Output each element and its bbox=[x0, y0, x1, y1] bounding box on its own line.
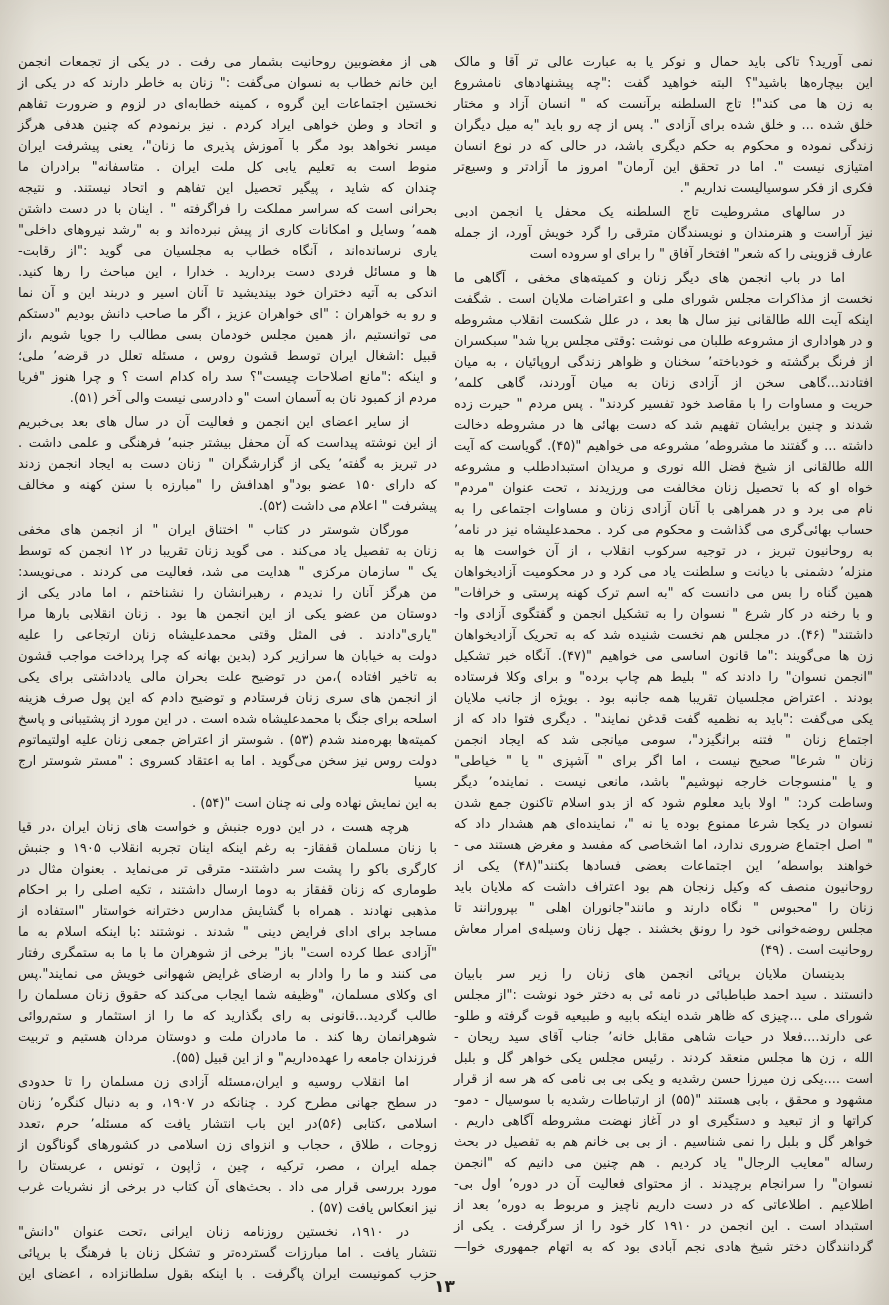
text-line: داشته ... و گفتند ما مشروطه٬ مشروعه می خواهیم "(۴۵). گویاست که آیت bbox=[454, 439, 873, 454]
text-line: اما در باب انجمن های دیگر زنان و کمیته‌های مخفی ، آگاهی ما bbox=[454, 271, 845, 286]
text-line: "یاری"دادند . فی المثل وقتی محمدعلیشاه زنان ارتجاعی را علیه bbox=[18, 628, 437, 643]
text-line: دوستان من عضو یکی از این انجمن ها بود . زنان انقلابی بارها مرا bbox=[18, 607, 437, 622]
text-line: حزب کمونیست ایران پاگرفت . با اینکه بقول سلطانزاده ، اعضای این bbox=[18, 1267, 437, 1282]
text-line: در سطح جهانی مطرح کرد . چنانکه در ۱۹۰۷، و به دنبال کنگره٬ زنان bbox=[18, 1096, 438, 1111]
text-line: حریت و مساوات را با مقاصد خود تفسیر کردند" . پس مردم " حیرت زده bbox=[454, 397, 873, 412]
text-line: نمی آورید؟ تاکی باید حمال و نوکر یا به عبارت عالی تر آقا و مالک bbox=[454, 55, 873, 70]
text-line: مجلس روضه‌خوانی خود را رونق بخشند . جهل زنان وسیله‌ی امرار معاش bbox=[454, 922, 873, 937]
text-line: من هرگز آنان را ندیدم ، رهبرانشان را نشناختم ، اما مادر یکی از bbox=[18, 586, 437, 601]
text-line: منزله٬ دشمنی با دیانت و سلطنت یاد می کرد و در محکومیت آزادیخواهان bbox=[454, 565, 873, 580]
text-line: عی دارند....فعلا در حیات شاهی مقابل خانه٬ جناب آقای سید ریحان - bbox=[454, 1030, 873, 1045]
text-line: این بیچاره‌ها باشید"؟ البته خواهید گفت :"چه پیشنهادهای نامشروع bbox=[454, 76, 873, 91]
text-line: در سالهای مشروطیت تاج السلطنه یک محفل یا انجمن ادبی bbox=[454, 205, 845, 220]
text-line: ای وکلای مسلمان، "وظیفه شما ایجاب می‌کند که حقوق زنان مسلمان را bbox=[18, 988, 437, 1003]
text-line: مورگان شوستر در کتاب " اختناق ایران " از انجمن های مخفی bbox=[18, 523, 409, 538]
text-line: مورد بررسی قرار می داد . بحث‌های آن کتاب در برخی از نشریات غرب bbox=[18, 1180, 437, 1195]
text-line: و یا "منسوجات خارجه نپوشیم" باشد، مانعی نیست . نماینده٬ دیگر bbox=[454, 775, 873, 790]
text-line: ها و مسائل فردی دست بردارید . خدارا ، این مباحث را رها کنید. bbox=[18, 265, 437, 280]
text-line: افتادند...گاهی سخن از آزادی زنان به میان آوردند، گاهی کلمه٬ bbox=[454, 376, 873, 391]
text-line: داشتند" (۴۶). در مجلس هم نخست شنیده شد که به تحریک آزادیخواهان bbox=[454, 628, 873, 643]
text-line: و اینکه :"مانع اصلاحات چیست"؟ سد راه کدام است ؟ و چرا هنوز "فریا bbox=[18, 370, 437, 385]
text-line: قبیل :اشغال ایران توسط قشون روس ، مسئله تعلل در قرضه٬ ملی؛ bbox=[18, 349, 437, 364]
text-line: امتیازی نیست ". اما در تحقق این آرمان" امروز ما آزادتر و وسیع‌تر bbox=[454, 160, 873, 175]
text-column-left bbox=[18, 52, 437, 1285]
text-line: عارف قزوینی را که شعر" افتخار آفاق " را برای او سروده است bbox=[529, 247, 873, 262]
text-line: و با رخنه در کار شرع " نسوان را به تشکیل انجمن و گفتگوی آزادی وا- bbox=[454, 607, 873, 622]
text-line: زن ها می‌گویند :"ما قانون اساسی می خواهیم "(۴۷). آنگاه خبر تشکیل bbox=[454, 649, 874, 664]
text-line: اسلحه برای جنگ با محمدعلیشاه شده است . در این مورد از پشتیبانی و پاسخ bbox=[18, 712, 437, 727]
text-line: به این نمایش نهاده ولی نه چنان است "(۵۴) . bbox=[192, 796, 437, 811]
text-line: و اتحاد و وطن خواهی ایراد کردم . نیز برنمودم که چنین هدفی هرگز bbox=[18, 118, 437, 133]
text-line: هرچه هست ، در این دوره جنبش و خواست های زنان ایران ،در قیا bbox=[18, 820, 409, 835]
text-line: نیز آراست و هنرمندان و نویسندگان مترقی را گرد خویش آورد، از جمله bbox=[454, 226, 873, 241]
text-line: کمیته‌ها بهره‌مند شدم (۵۳) . شوستر از اعتراض جمعی زنان علیه اولتیماتوم bbox=[18, 733, 437, 748]
page-number: ۱۳ bbox=[434, 1277, 455, 1297]
text-line: نخستین اجتماعات این گروه ، کمینه خطابه‌ای در لزوم و ضرورت تفاهم bbox=[18, 97, 437, 112]
text-line: نسوان در یکجا شرعا ممنوع بوده یا نه "، نماینده‌ای هم هشدار داد که bbox=[454, 817, 873, 832]
text-line: نیز انعکاس یافت (۵۷) . bbox=[310, 1201, 437, 1216]
text-line: حساب بهائی‌گری می گذاشت و محکوم می کرد . محمدعلیشاه نیز در نامه٬ bbox=[454, 523, 873, 538]
text-line: در ۱۹۱۰، نخستین روزنامه زنان ایرانی ،تحت عنوان "دانش" bbox=[18, 1225, 410, 1240]
text-line: با زنان مسلمان قفقاز- به رغم اینکه اینان تجربه انقلاب ۱۹۰۵ و جنبش bbox=[18, 841, 437, 856]
text-line: یاری نرسانده‌اند ، آنگاه خطاب به مجلسیان می گوید :"از رقابت- bbox=[18, 244, 437, 259]
text-line: یک " سازمان مرکزی " هدایت می شد، فعالیت می کردند . می‌نویسد: bbox=[18, 565, 437, 580]
text-line: به تاخیر افتاده )،من در توضیح علت بحران مالی یادداشتی برای یکی bbox=[18, 670, 437, 685]
text-line: و در هواداری از مشروعه طلبان می نوشت :وقتی مجلس برپا شد" سبکسران bbox=[454, 334, 873, 349]
text-line: مردم از کمبود نان به آسمان است "و دادرسی نیست والی آخر (۵۱). bbox=[69, 391, 437, 406]
text-line: اسلامی ،کتابی (۵۶)در این باب انتشار یافت که مسئله٬ حرم ،تعدد bbox=[18, 1117, 437, 1132]
text-line: فرزندان جامعه را عهده‌داریم" و از این قبیل (۵۵). bbox=[171, 1051, 437, 1066]
text-line: همین گناه را بس می دانست که "به اسم ترک کهنه پرستی و خرافات" bbox=[454, 586, 873, 601]
text-line: طوماری که زنان قفقاز به دوما ارسال داشتند ، تکیه اصلی را بر احکام bbox=[18, 883, 437, 898]
text-line: اینکه آیت الله طالقانی نیز سال ها بعد ، در علل شکست انقلاب مشروطه bbox=[454, 313, 873, 328]
text-line: زوجات ، طلاق ، حجاب و انزوای زن اسلامی در کشورهای گوناگون از bbox=[18, 1138, 437, 1153]
text-line: استبداد است . این انجمن در ۱۹۱۰ کار خود را از سرگرفت . یکی از bbox=[454, 1219, 873, 1234]
text-line: اجتماع زنان " فتنه برانگیزد"، سومی میانجی شد که ایجاد انجمن bbox=[454, 733, 873, 748]
text-line: نسوان" را سرانجام برچیدند . از محتوای فعالیت آن در دوره٬ اول بی- bbox=[454, 1177, 873, 1192]
text-line: مذهبی نهادند . همراه با گشایش مدارس دخترانه خواستار "استفاده از bbox=[18, 904, 437, 919]
text-line: منوط است به تعلیم یابی کل ملت ایران . متاسفانه" برادران ما bbox=[18, 160, 437, 175]
text-line: بودند . اعتراض مجلسیان تقریبا همه جانبه بود . بویژه از جانب ملایان bbox=[454, 691, 873, 706]
text-line: شورای ملی ...چیزی که ظاهر شده اینکه بابیه و طبیعیه قوت گرفته و طلو- bbox=[454, 1009, 873, 1024]
text-line: بدینسان ملایان برپائی انجمن های زنان را زیر سر بابیان bbox=[454, 967, 845, 982]
text-line: بحرانی است که سراسر مملکت را فراگرفته " . اینان با در دست داشتن bbox=[18, 202, 437, 217]
text-line: و رو به خواهران : "ای خواهران عزیز ، اگر ما صاحب دانش بودیم "دستکم bbox=[18, 307, 437, 322]
text-line: که دارای ۱۵۰ عضو بود"و اهدافش را "مبارزه با سنن کهنه و مخالف bbox=[18, 478, 438, 493]
text-line: خواه او که با تحصیل زنان مخالفت می ورزیدند ، تحت عنوان "مردم" bbox=[454, 481, 873, 496]
text-line: خواهر گل و بلبل را نمی شناسیم . از بی بی خانم هم به تفصیل در بحث bbox=[454, 1135, 873, 1150]
text-line: مساجد برای ادای فرایض دینی " شدند . نوشتند :با اینکه اسلام به ما bbox=[18, 925, 437, 940]
text-line: از فرنگ برگشته و خودباخته٬ سخنان و ظواهر زندگی اروپائیان ، به میان bbox=[454, 355, 873, 370]
text-line: الله طالقانی از شیخ فضل الله نوری و مریدان استبدادطلب و مشروعه bbox=[454, 460, 873, 475]
text-line: اما انقلاب روسیه و ایران،مسئله آزادی زن مسلمان را تا حدودی bbox=[18, 1075, 409, 1090]
text-line: طالب گردید...قانونی به رای بگذارید که ما را از استثمار و ستم‌روائی bbox=[18, 1009, 437, 1024]
text-line: "انجمن نسوان" را دادند که " بلیط هم چاپ برده" و برای وکلا فرستاده bbox=[454, 670, 873, 685]
text-line: زنان به تفصیل یاد می‌کند . می گوید زنان تقریبا در ۱۲ انجمن که توسط bbox=[18, 544, 437, 559]
text-line: کارگری باکو را پشت سر داشتند- مترقی تر می‌نماید . بعنوان مثال در bbox=[18, 862, 437, 877]
text-line: دانستند . سید احمد طباطبائی در نامه ئی به دختر خود نوشت :"از مجلس bbox=[454, 988, 873, 1003]
text-line: کراتها و از تبعید و دستگیری او در آغاز نهضت مشروطه آگاهی داریم . bbox=[454, 1114, 873, 1129]
text-line: همه٬ وسایل و امکانات کاری از پیش نبرده‌اند و به "رشد نیروهای داخلی" bbox=[18, 223, 437, 238]
text-line: زنان را "محبوس " نگاه دارند و مانند"جانوران اهلی " بپرورانند تا bbox=[454, 901, 873, 916]
text-line: روحانیت است . (۴۹) bbox=[760, 943, 873, 958]
text-line: از انجمن های سری زنان فرستادم و توضیح دادم که این پول صرف هزینه bbox=[18, 691, 437, 706]
text-line: می کنند و ما را وادار به ارضای غرایض شهوانی خویش می نمایند".پس bbox=[18, 967, 437, 982]
text-line: از سایر اعضای این انجمن و فعالیت آن در سال های بعد بی‌خبریم bbox=[18, 415, 409, 430]
text-line: به روحانیون تبریز ، در توجیه سرکوب انقلاب ، از آن خواست ها به bbox=[454, 544, 873, 559]
text-line: از این نوشته پیداست که آن محفل بیشتر جنبه٬ فرهنگی و علمی داشت . bbox=[18, 436, 437, 451]
text-line: دولت روس نیز سخن می‌گوید . اما به اعتقاد کسروی : "مستر شوستر ارج بسیا bbox=[18, 754, 437, 790]
text-line: شوهرانمان رها کند . ما مادران ملت و دوستان مردان هستیم و تربیت bbox=[18, 1030, 437, 1045]
text-line: اندکی به آتیه دختران خود بیندیشید تا آنان اسیر و دربند این و آن نما bbox=[18, 286, 437, 301]
text-line: نام می برد و در همراهی با آنان آزادی زنان و مساوات اجتماعی را به bbox=[454, 502, 873, 517]
text-line: الله ، زن ها مجلس منعقد کردند . رئیس مجلس یکی خواهر گل و بلبل bbox=[454, 1051, 873, 1066]
text-line: زنان " شرعا" صحیح نیست ، اما اگر برای " آشپزی " یا " خیاطی" bbox=[454, 754, 873, 769]
text-line: نتشار یافت . اما مبارزات گسترده‌تر و تشکل زنان با فرهنگ با برپائی bbox=[18, 1246, 437, 1261]
text-line: جمله ایران ، مصر، ترکیه ، چین ، ژاپون ، تونس ، عربستان را bbox=[18, 1159, 437, 1174]
text-line: رساله "معایب الرجال" یاد کردیم . هم چنین می دانیم که "انجمن bbox=[454, 1156, 873, 1171]
text-line: خواهند بواسطه٬ این اجتماعات بعضی فسادها بکنند"(۴۸) یکی از bbox=[454, 859, 874, 874]
text-line: گردانندگان دختر شیخ هادی نجم آبادی بود که به اتهام جمهوری خوا— bbox=[454, 1240, 873, 1255]
text-line: چندان که شاید ، پیگیر تحصیل این تفاهم و اتحاد نیستند. و نتیجه bbox=[18, 181, 437, 196]
text-line: خلق شده ... و خلق شده برای آزادی ". پس از چه رو باید "به میل دیگران bbox=[454, 118, 873, 133]
text-line: فکری از فکر سوسیالیست نداریم ". bbox=[679, 181, 873, 196]
text-line: به زن ها می کند"! تاج السلطنه برآنست که " انسان آزاد و مختار bbox=[454, 97, 873, 112]
text-line: شدند و چنین برایشان تفهیم شد که دست بهائی ها در مشروطه دخالت bbox=[454, 418, 873, 433]
text-line: هی از مغضوبین روحانیت بشمار می رفت . در یکی از تجمعات انجمن bbox=[18, 55, 437, 70]
text-line: می توانستیم ،از همین مجلس خودمان بسی مطالب را جویا شویم ،از bbox=[18, 328, 437, 343]
text-line: دولت به خیابان ها سرازیر کرد (بدین بهانه که چرا پرداخت مواجب قشون bbox=[18, 649, 437, 664]
text-line: است ....یکی زن میرزا حسن رشدیه و یکی بی بی نامی که هر سه از قرار bbox=[454, 1072, 873, 1087]
text-line: این خانم خطاب به نسوان می‌گفت :" زنان به خاطر دارند که در یکی از bbox=[18, 76, 437, 91]
text-line: اطلاعیم . اطلاعاتی که در دست داریم ناچیز و مربوط به دوره٬ بعد از bbox=[454, 1198, 873, 1213]
text-line: زندگی نموده و محکوم به حکم دیگری باشد، در حالی که در نوع انسان bbox=[454, 139, 873, 154]
text-column-right bbox=[454, 52, 873, 1285]
text-line: در تبریز به گفته٬ یکی از گزارشگران " زنان دست به ایجاد انجمن زدند bbox=[18, 457, 437, 472]
text-line: یکی می‌گفت :"باید به نظمیه گفت قدغن نمایند" . دیگری فتوا داد که از bbox=[454, 712, 873, 727]
text-line: " اصل اجتماع ضروری ندارد، اما اشخاصی که مفسد و مغرض هستند می - bbox=[454, 838, 873, 853]
text-line: پیشرفت " اعلام می داشت (۵۲). bbox=[258, 499, 437, 514]
text-line: مشهود و محقق ، بابی هستند "(۵۵) از ارتباطات رشدیه با سوسیال - دمو- bbox=[454, 1093, 873, 1108]
text-line: میسر نخواهد بود مگر با آموزش پذیری ما زنان"، یعنی پیشرفت ایران bbox=[18, 139, 437, 154]
text-line: "آزادی عطا کرده است" باز" برخی از شوهران ما با ما به ستمگری رفتار bbox=[18, 946, 437, 961]
text-line: روحانیون منصف که وکیل زنجان هم بود اعتراف داشت که ملایان باید bbox=[454, 880, 873, 895]
text-line: وساطت کرد: " اولا باید معلوم شود که از بدو اسلام تاکنون جمع شدن bbox=[454, 796, 873, 811]
text-line: نخست از مذاکرات مجلس شورای ملی و اعتراضات ملایان است . شگفت bbox=[454, 292, 873, 307]
